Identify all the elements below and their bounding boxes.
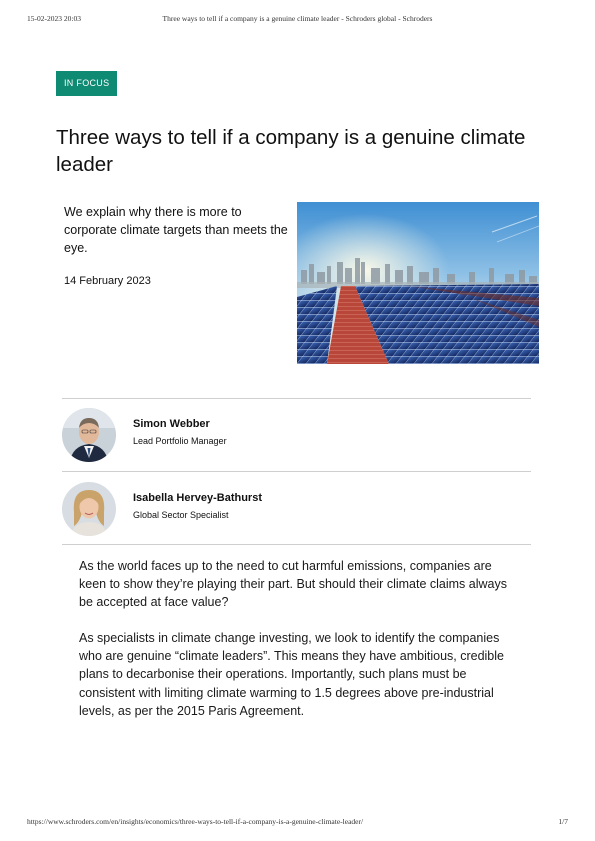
article-date: 14 February 2023: [64, 275, 151, 287]
author-role: Global Sector Specialist: [133, 510, 229, 520]
article-paragraph: As the world faces up to the need to cut harmful emissions, companies are keen to show they’re playing their part. But should their climate claims always be accepted at face value?: [79, 559, 507, 610]
print-page-number: 1/7: [558, 817, 568, 826]
author-name[interactable]: Isabella Hervey-Bathurst: [133, 492, 262, 504]
article-title: Three ways to tell if a company is a genuine climate leader: [56, 126, 526, 176]
author-card[interactable]: [62, 482, 531, 542]
author-divider-top: [62, 398, 531, 399]
author-role: Lead Portfolio Manager: [133, 436, 227, 446]
author-divider-bottom: [62, 544, 531, 545]
print-url[interactable]: https://www.schroders.com/en/insights/economics/three-ways-to-tell-if-a-company-is-a-genuine-climate-leader/: [27, 817, 364, 826]
avatar: [62, 408, 116, 462]
print-page-title: Three ways to tell if a company is a genuine climate leader - Schroders global - Schroders: [162, 14, 433, 23]
hero-image: [297, 202, 539, 364]
avatar: [62, 482, 116, 536]
print-datetime: 15-02-2023 20:03: [27, 14, 81, 23]
article-paragraph: As specialists in climate change investing, we look to identify the companies who are genuine “climate leaders”. This means they have ambitious, credible plans to decarbonise their operations. Importantly, such plans must be consistent with limiting climate warming to 1.5 degrees above pre-industrial levels, as per the 2015 Paris Agreement.: [79, 631, 504, 718]
author-card[interactable]: [62, 408, 531, 468]
article-summary: We explain why there is more to corporate climate targets than meets the eye.: [64, 205, 288, 255]
author-divider-middle: [62, 471, 531, 472]
author-name[interactable]: Simon Webber: [133, 418, 210, 430]
in-focus-tag[interactable]: IN FOCUS: [56, 71, 117, 96]
